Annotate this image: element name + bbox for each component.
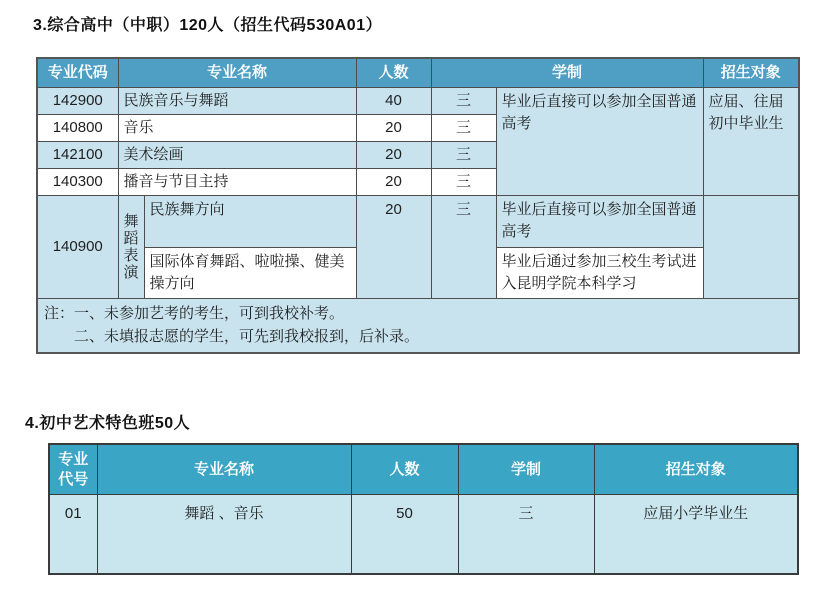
direction-cell: 民族舞方向 xyxy=(144,196,356,248)
major-name-cell: 民族音乐与舞蹈 xyxy=(118,88,356,115)
major-name-cell: 美术绘画 xyxy=(118,142,356,169)
header-schooling: 学制 xyxy=(458,444,594,495)
target-cell-empty xyxy=(703,196,799,299)
note-cell xyxy=(37,299,799,353)
major-name-cell: 音乐 xyxy=(118,115,356,142)
count-cell: 20 xyxy=(356,169,431,196)
note-row xyxy=(37,299,799,353)
target-cell: 应届、往届初中毕业生 xyxy=(703,88,799,196)
header-schooling: 学制 xyxy=(431,58,703,88)
table-row-group xyxy=(37,196,799,248)
note-line-1: 注：一、未参加艺考的考生，可到我校补考。 xyxy=(44,305,345,322)
group-name-vertical-cell: 舞蹈表演 xyxy=(118,196,144,299)
section1-title: 3.综合高中（中职）120人（招生代码530A01） xyxy=(33,17,383,34)
years-cell: 三 xyxy=(458,495,594,575)
major-code-cell: 140300 xyxy=(37,169,118,196)
years-cell: 三 xyxy=(431,88,496,115)
count-cell: 20 xyxy=(356,142,431,169)
header-major-name: 专业名称 xyxy=(118,58,356,88)
header-major-code: 专业代码 xyxy=(37,58,118,88)
note-line-2: 二、未填报志愿的学生，可先到我校报到，后补录。 xyxy=(74,328,420,346)
count-cell: 40 xyxy=(356,88,431,115)
schooling-desc-cell: 毕业后通过参加三校生考试进入昆明学院本科学习 xyxy=(496,248,703,299)
junior-art-class-table xyxy=(48,443,799,575)
years-cell: 三 xyxy=(431,115,496,142)
table-row xyxy=(37,88,799,115)
table1-header-row xyxy=(37,58,799,88)
schooling-desc-cell: 毕业后直接可以参加全国普通高考 xyxy=(496,196,703,248)
section2-title: 4.初中艺术特色班50人 xyxy=(25,415,191,432)
schooling-desc-cell: 毕业后直接可以参加全国普通高考 xyxy=(496,88,703,196)
count-cell: 20 xyxy=(356,115,431,142)
major-code-cell: 142900 xyxy=(37,88,118,115)
major-name-cell: 播音与节目主持 xyxy=(118,169,356,196)
count-cell: 20 xyxy=(356,196,431,299)
major-name-cell: 舞蹈 、音乐 xyxy=(97,495,351,575)
senior-high-enrollment-table xyxy=(36,57,800,354)
years-cell: 三 xyxy=(431,169,496,196)
count-cell: 50 xyxy=(351,495,458,575)
years-cell: 三 xyxy=(431,142,496,169)
direction-cell: 国际体育舞蹈、啦啦操、健美操方向 xyxy=(144,248,356,299)
major-code-cell: 142100 xyxy=(37,142,118,169)
years-cell: 三 xyxy=(431,196,496,299)
header-major-code: 专业代号 xyxy=(49,444,97,495)
major-code-cell: 01 xyxy=(49,495,97,575)
table-row xyxy=(49,495,798,575)
major-code-cell: 140800 xyxy=(37,115,118,142)
target-cell: 应届小学毕业生 xyxy=(594,495,798,575)
table2-header-row xyxy=(49,444,798,495)
header-major-name: 专业名称 xyxy=(97,444,351,495)
header-target: 招生对象 xyxy=(594,444,798,495)
major-code-cell: 140900 xyxy=(37,196,118,299)
header-count: 人数 xyxy=(356,58,431,88)
header-target: 招生对象 xyxy=(703,58,799,88)
header-count: 人数 xyxy=(351,444,458,495)
